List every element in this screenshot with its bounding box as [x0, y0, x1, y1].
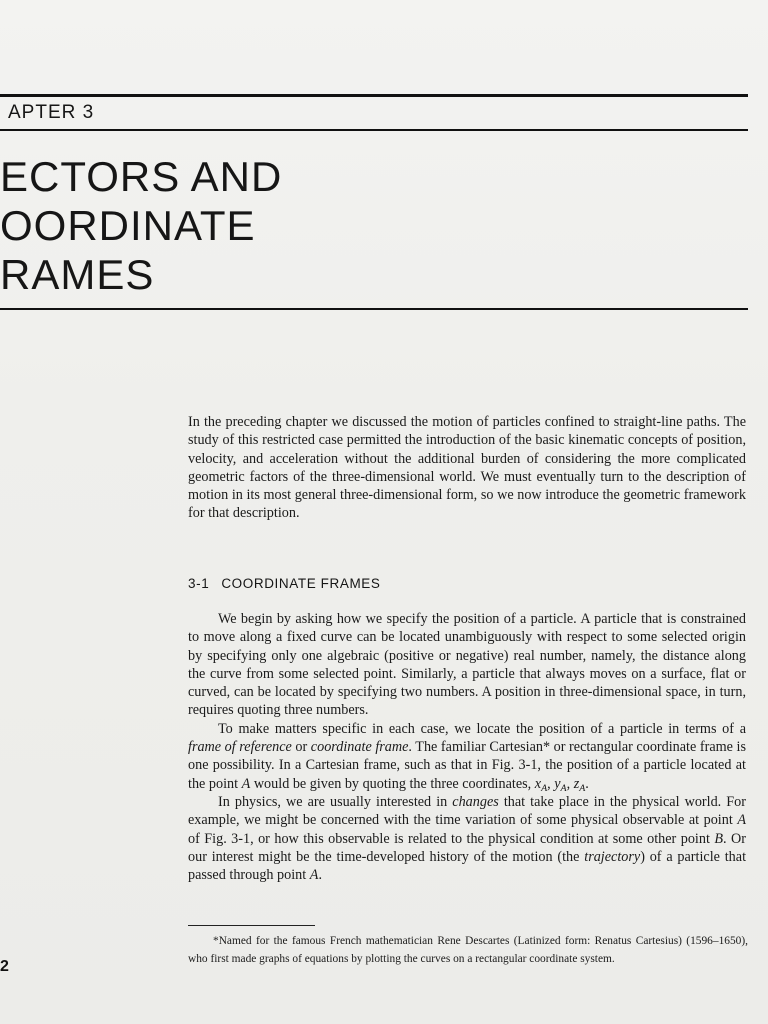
chapter-rule	[0, 129, 748, 131]
chapter-title-line-3: RAMES	[0, 251, 155, 298]
paragraph-3-text-f: .	[318, 867, 322, 884]
paragraph-3-text-e: ) of a particle that passed through point	[188, 848, 747, 884]
section-heading	[188, 576, 381, 591]
term-frame-of-reference: frame of reference	[188, 739, 292, 756]
section-number: 3-1	[188, 576, 210, 591]
paragraph-2-text-d: would be given by quoting the three coordinates,	[250, 775, 535, 792]
coord-z: $z_A$	[573, 775, 586, 794]
point-a-label: A	[241, 775, 251, 792]
paragraph-2-text-c: . The familiar Cartesian* or rectangular coordinate frame is one possibility. In a Cartesian frame, such as that in Fig. 3-1, the position of a particle located at the point	[188, 739, 746, 792]
footnote	[188, 933, 748, 968]
footnote-text: *Named for the famous French mathematician Rene Descartes (Latinized form: Renatus Cartesius) (1596–1650), who first made graphs of equations by plotting the curves on a rectangular coordinate system.	[188, 935, 748, 965]
paragraph-3-text-d: . Or our interest might be the time-developed history of the motion (the	[188, 830, 746, 865]
section-body	[188, 610, 746, 884]
intro-text: In the preceding chapter we discussed the motion of particles confined to straight-line paths. The study of this restricted case permitted the introduction of the basic kinematic concepts of position, velocity, and acceleration without the additional burden of considering the more complicated geometric factors of the three-dimensional world. We must eventually turn to the description of motion in its most general three-dimensional form, so we now introduce the geometric framework for that description.	[188, 414, 746, 522]
point-a-ref: A	[737, 812, 746, 829]
coord-y: $y_A$	[554, 775, 567, 794]
coord-x: $x_A$	[534, 775, 548, 794]
paragraph-2: To make matters specific in each case, we locate the position of a particle in terms of a frame of reference or coordinate frame. The familiar Cartesian* or rectangular coordinate frame is one possibility. In a Cartesian frame, such as that in Fig. 3-1, the position of a particle located at the point A would be given by quoting the three coordinates, $x_A$, $y_A$, $z_A$.	[188, 720, 746, 794]
paragraph-2-text-b: or	[291, 739, 311, 756]
chapter-label: APTER 3	[8, 102, 95, 123]
top-rule	[0, 94, 748, 97]
paragraph-2-text-a: To make matters specific in each case, we locate the position of a particle in terms of a	[218, 720, 746, 737]
paragraph-3-text-b: that take place in the physical world. For example, we might be concerned with the time variation of some physical observable at point	[188, 793, 746, 829]
chapter-title	[0, 152, 282, 299]
point-b-ref: B	[714, 830, 724, 847]
term-changes: changes	[452, 793, 499, 810]
paragraph-3-text-a: In physics, we are usually interested in	[218, 793, 453, 810]
term-trajectory: trajectory	[584, 848, 641, 865]
section-title: COORDINATE FRAMES	[221, 576, 381, 591]
page-number: 2	[0, 958, 9, 975]
paragraph-1: We begin by asking how we specify the position of a particle. A particle that is constrained to move along a fixed curve can be located unambiguously with respect to some selected origin by specifying only one algebraic (positive or negative) real number, namely, the distance along the curve from some selected point. Similarly, a particle that always moves on a surface, flat or curved, can be located by specifying two numbers. A position in three-dimensional space, in turn, requires quoting three numbers.	[188, 611, 746, 719]
paragraph-3	[188, 793, 746, 884]
chapter-title-line-2: OORDINATE	[0, 202, 256, 249]
chapter-title-line-1: ECTORS AND	[0, 153, 283, 200]
paragraph-3-text-c: of Fig. 3-1, or how this observable is related to the physical condition at some other point	[188, 830, 715, 847]
point-a-final: A	[309, 867, 319, 884]
footnote-divider	[188, 925, 315, 926]
title-bottom-rule	[0, 308, 748, 310]
intro-paragraph	[188, 413, 746, 523]
term-coordinate-frame: coordinate frame	[310, 739, 409, 756]
